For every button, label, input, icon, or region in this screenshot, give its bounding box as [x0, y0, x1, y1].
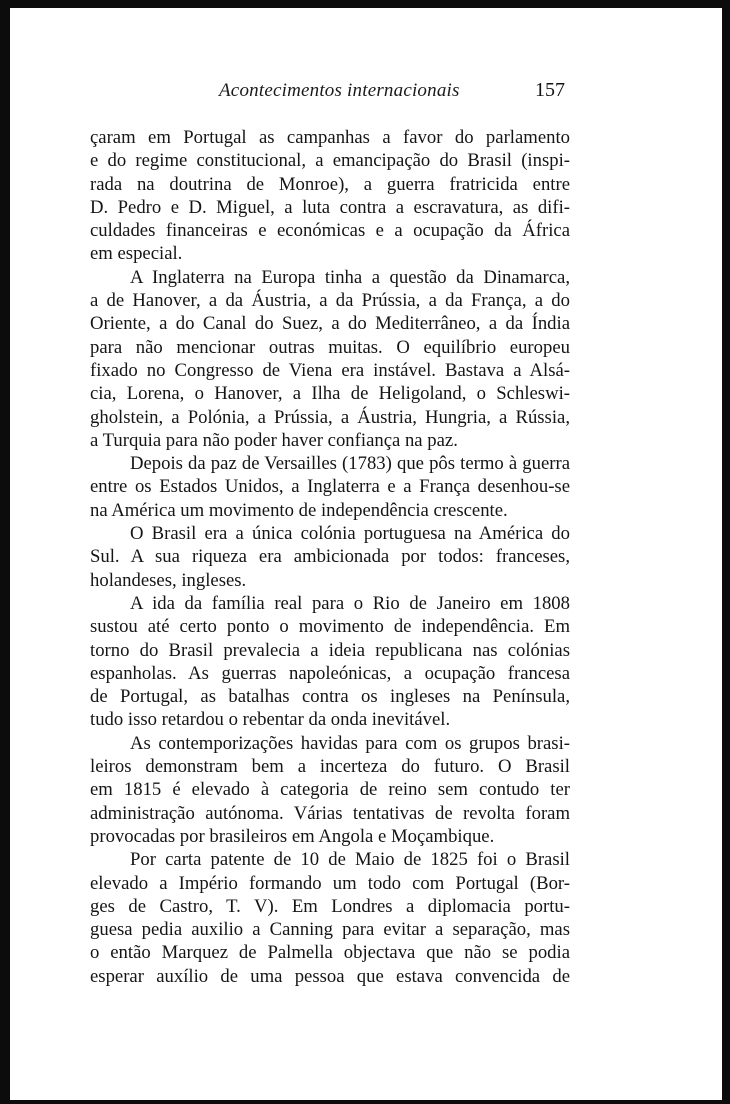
body-text: [90, 126, 570, 988]
text-line: ges de Castro, T. V). Em Londres a diplomacia portu-: [90, 895, 570, 917]
text-line: Sul. A sua riqueza era ambicionada por todos: franceses,: [90, 546, 570, 568]
text-line: fixado no Congresso de Viena era instável. Bastava a Alsá-: [90, 359, 570, 381]
text-line: administração autónoma. Várias tentativas de revolta foram: [90, 802, 570, 824]
text-line: elevado a Império formando um todo com Portugal (Bor-: [90, 872, 570, 894]
text-line: na América um movimento de independência crescente.: [90, 499, 508, 521]
text-line: Oriente, a do Canal do Suez, a do Mediterrâneo, a da Índia: [90, 313, 570, 335]
text-line: guesa pedia auxilio a Canning para evitar a separação, mas: [90, 919, 570, 941]
text-line: rada na doutrina de Monroe), a guerra fratricida entre: [90, 173, 570, 195]
text-line: Depois da paz de Versailles (1783) que pôs termo à guerra: [130, 453, 570, 475]
text-line: culdades financeiras e económicas e a ocupação da África: [90, 220, 570, 242]
text-line: gholstein, a Polónia, a Prússia, a Áustria, Hungria, a Rússia,: [90, 406, 570, 428]
text-line: para não mencionar outras muitas. O equilíbrio europeu: [90, 336, 570, 358]
running-head: [10, 80, 722, 110]
text-line: çaram em Portugal as campanhas a favor do parlamento: [90, 127, 570, 148]
text-line: esperar auxílio de uma pessoa que estava convencida de: [90, 965, 570, 987]
book-page: [10, 8, 722, 1100]
text-line: cia, Lorena, o Hanover, a Ilha de Heligoland, o Schleswi-: [90, 383, 570, 405]
text-line: tudo isso retardou o rebentar da onda inevitável.: [90, 709, 451, 731]
text-line: a Turquia para não poder haver confiança na paz.: [90, 429, 458, 451]
text-line: torno do Brasil prevalecia a ideia republicana nas colónias: [90, 639, 570, 661]
text-line: sustou até certo ponto o movimento de independência. Em: [90, 616, 570, 638]
text-line: e do regime constitucional, a emancipação do Brasil (inspi-: [90, 150, 570, 172]
text-line: espanholas. As guerras napoleónicas, a ocupação francesa: [90, 662, 570, 684]
page-number: 157: [535, 79, 565, 101]
text-line: holandeses, ingleses.: [90, 569, 247, 591]
text-line: D. Pedro e D. Miguel, a luta contra a escravatura, as difi-: [90, 196, 570, 218]
text-line: o então Marquez de Palmella objectava que não se podia: [90, 942, 570, 964]
text-line: em 1815 é elevado à categoria de reino sem contudo ter: [90, 779, 570, 801]
running-title: Acontecimentos internacionais: [219, 80, 460, 101]
text-line: Por carta patente de 10 de Maio de 1825 foi o Brasil: [130, 849, 570, 871]
text-line: A Inglaterra na Europa tinha a questão da Dinamarca,: [130, 266, 570, 288]
text-line: A ida da família real para o Rio de Janeiro em 1808: [130, 592, 570, 614]
text-line: de Portugal, as batalhas contra os ingleses na Península,: [90, 686, 570, 708]
text-line: provocadas por brasileiros em Angola e Moçambique.: [90, 825, 495, 847]
text-line: a de Hanover, a da Áustria, a da Prússia, a da França, a do: [90, 290, 570, 312]
text-line: leiros demonstram bem a incerteza do futuro. O Brasil: [90, 756, 570, 778]
text-line: O Brasil era a única colónia portuguesa na América do: [130, 523, 570, 545]
text-line: entre os Estados Unidos, a Inglaterra e a França desenhou-se: [90, 476, 570, 498]
text-line: em especial.: [90, 243, 183, 265]
text-line: As contemporizações havidas para com os grupos brasi-: [130, 732, 570, 754]
